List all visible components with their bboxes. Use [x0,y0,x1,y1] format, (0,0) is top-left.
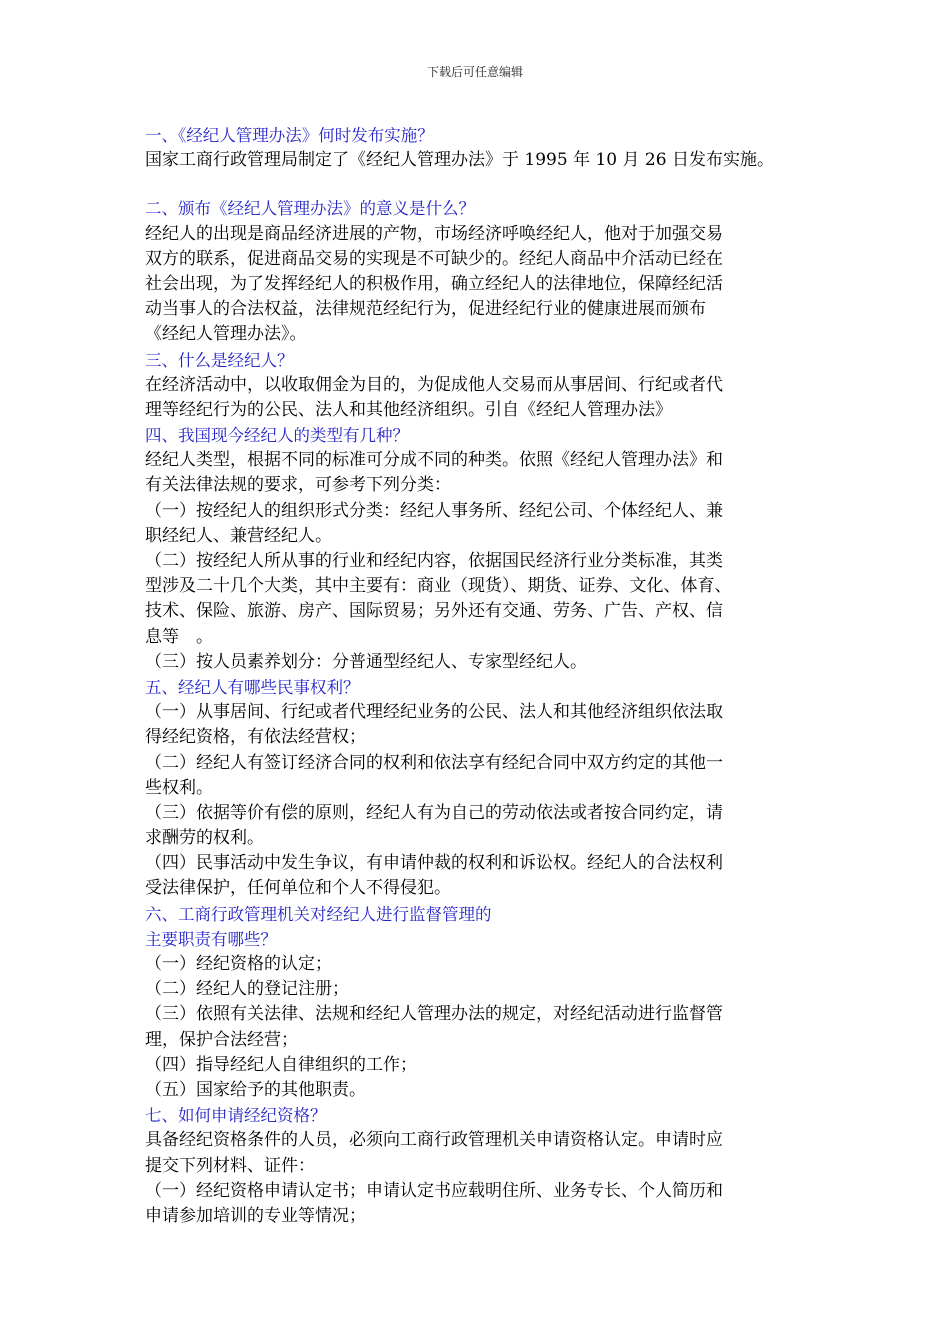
section-heading: 主要职责有哪些？ [145,929,277,949]
body-text-line: （一）从事居间、行纪或者代理经纪业务的公民、法人和其他经济组织依法取 [145,702,723,723]
section-heading: 一、《经纪人管理办法》何时发布实施？ [145,126,434,145]
body-text-line: 国家工商行政管理局制定了《经纪人管理办法》于 1995 年 10 月 26 日发布实施。 [145,150,774,171]
body-text-line: 理等经纪行为的公民、法人和其他经济组织。引自《经纪人管理办法》 [145,399,672,420]
body-text-line: （一）经纪资格申请认定书；申请认定书应载明住所、业务专长、个人简历和 [145,1180,723,1201]
body-text-line: 《经纪人管理办法》。 [145,324,307,345]
body-text-line: 双方的联系，促进商品交易的实现是不可缺少的。经纪人商品中介活动已经在 [145,248,723,269]
body-text-line: 型涉及二十几个大类，其中主要有：商业（现货）、期货、证券、文化、体育、 [145,576,732,597]
body-text-line: （四）民事活动中发生争议，有申请仲裁的权利和诉讼权。经纪人的合法权利 [145,853,723,874]
body-text-line: 息等 。 [145,626,213,647]
body-text-line: （一）经纪资格的认定； [145,954,332,974]
body-text-line: 在经济活动中，以收取佣金为目的，为促成他人交易而从事居间、行纪或者代 [145,374,723,395]
body-text-line: （一）按经纪人的组织形式分类：经纪人事务所、经纪公司、个体经纪人、兼 [145,500,723,521]
section-heading: 五、经纪人有哪些民事权利？ [145,677,360,697]
body-text-line: 提交下列材料、证件： [145,1155,315,1176]
body-text-line: （二）按经纪人所从事的行业和经纪内容，依据国民经济行业分类标准，其类 [145,551,723,571]
section-heading: 七、如何申请经纪资格？ [145,1106,327,1126]
section-heading: 三、什么是经纪人？ [145,350,294,370]
body-text-line: 职经纪人、兼营经纪人。 [145,525,332,546]
body-text-line: 理，保护合法经营； [145,1029,298,1050]
section-heading: 四、我国现今经纪人的类型有几种？ [145,426,409,446]
body-text-line: 受法律保护，任何单位和个人不得侵犯。 [145,878,451,899]
body-text-line: （三）依据等价有偿的原则，经纪人有为自己的劳动依法或者按合同约定，请 [145,802,723,823]
body-text-line: （五）国家给予的其他职责。 [145,1079,366,1100]
body-text-line: 有关法律法规的要求，可参考下列分类： [145,475,451,496]
body-text-line: （二）经纪人的登记注册； [145,979,349,1000]
section-heading: 六、工商行政管理机关对经纪人进行监督管理的 [145,904,492,924]
body-text-line: （二）经纪人有签订经济合同的权利和依法享有经纪合同中双方约定的其他一 [145,752,723,773]
paragraph-gap [145,173,825,196]
body-text-line: （三）按人员素养划分：分普通型经纪人、专家型经纪人。 [145,651,587,672]
body-text-line: 动当事人的合法权益，法律规范经纪行为，促进经纪行业的健康进展而颁布 [145,299,706,320]
body-text-line: 经纪人的出现是商品经济进展的产物，市场经济呼唤经纪人，他对于加强交易 [145,223,723,244]
body-text-line: 经纪人类型，根据不同的标准可分成不同的种类。依照《经纪人管理办法》和 [145,450,723,471]
page-header: 下载后可任意编辑 [426,65,523,79]
body-text-line: 社会出现，为了发挥经纪人的积极作用，确立经纪人的法律地位，保障经纪活 [145,273,723,294]
body-text-line: 求酬劳的权利。 [145,828,264,849]
section-heading: 二、颁布《经纪人管理办法》的意义是什么？ [145,199,475,219]
body-text-line: （四）指导经纪人自律组织的工作； [145,1054,417,1075]
body-text-line: 得经纪资格，有依法经营权； [145,727,366,748]
body-text-line: 具备经纪资格条件的人员，必须向工商行政管理机关申请资格认定。申请时应 [145,1130,723,1151]
body-text-line: （三）依照有关法律、法规和经纪人管理办法的规定，对经纪活动进行监督管 [145,1004,723,1025]
body-text-line: 些权利。 [145,777,213,798]
body-text-line: 申请参加培训的专业等情况； [145,1205,366,1226]
document-body [145,123,825,1229]
body-text-line: 技术、保险、旅游、房产、国际贸易；另外还有交通、劳务、广告、产权、信 [145,601,723,622]
